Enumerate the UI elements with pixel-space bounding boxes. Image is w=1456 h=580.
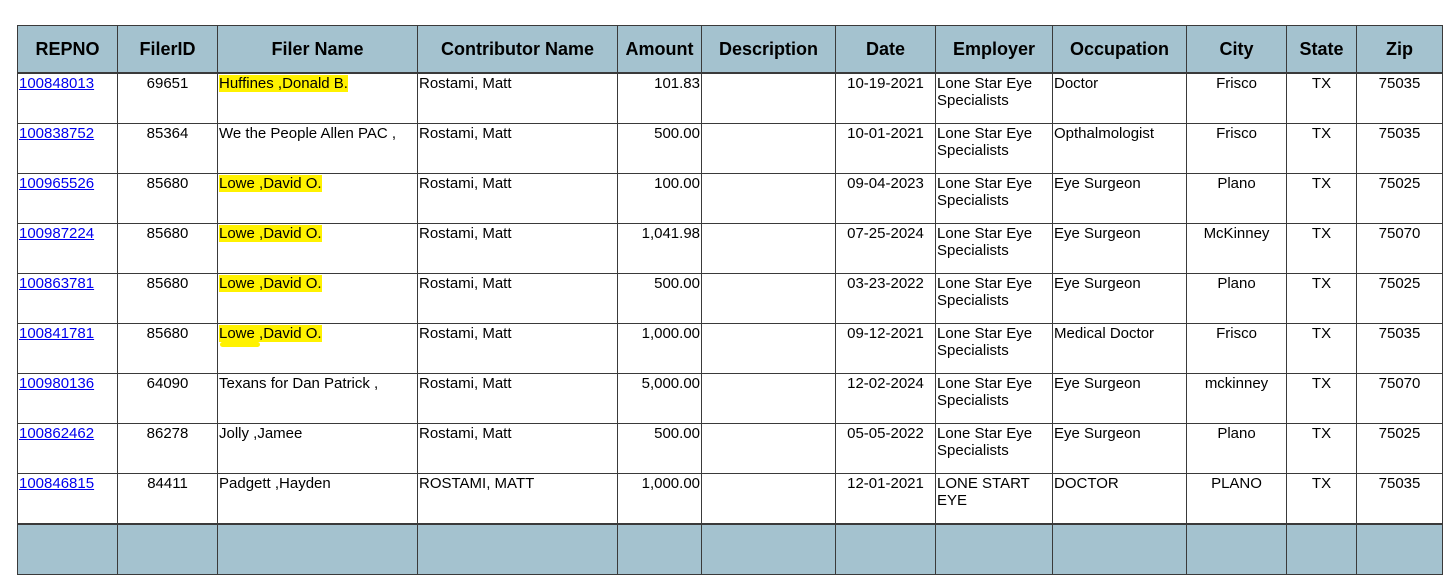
zip-cell: 75035 bbox=[1357, 474, 1443, 525]
description-cell bbox=[702, 174, 836, 224]
contributor-name-cell: Rostami, Matt bbox=[418, 124, 618, 174]
filer-name-cell bbox=[218, 324, 418, 374]
zip-cell: 75025 bbox=[1357, 424, 1443, 474]
employer-cell: Lone Star Eye Specialists bbox=[936, 274, 1053, 324]
repno-cell bbox=[18, 224, 118, 274]
column-header-description: Description bbox=[702, 26, 836, 74]
column-header-occupation: Occupation bbox=[1053, 26, 1187, 74]
city-cell: PLANO bbox=[1187, 474, 1287, 525]
employer-cell: Lone Star Eye Specialists bbox=[936, 324, 1053, 374]
repno-link[interactable]: 100848013 bbox=[19, 75, 95, 92]
footer-cell-city bbox=[1187, 524, 1287, 575]
contributions-table bbox=[17, 25, 1443, 575]
date-cell: 09-12-2021 bbox=[836, 324, 936, 374]
footer-cell-repno bbox=[18, 524, 118, 575]
amount-cell: 500.00 bbox=[618, 424, 702, 474]
zip-cell: 75070 bbox=[1357, 374, 1443, 424]
table-row bbox=[18, 424, 1443, 474]
table-row bbox=[18, 274, 1443, 324]
zip-cell: 75025 bbox=[1357, 274, 1443, 324]
state-cell: TX bbox=[1287, 274, 1357, 324]
amount-cell: 500.00 bbox=[618, 274, 702, 324]
state-cell: TX bbox=[1287, 374, 1357, 424]
filer-name-cell bbox=[218, 174, 418, 224]
table-row bbox=[18, 224, 1443, 274]
footer-cell-zip bbox=[1357, 524, 1443, 575]
amount-cell: 1,041.98 bbox=[618, 224, 702, 274]
footer-row bbox=[18, 524, 1443, 575]
filer-name-text: Huffines ,Donald B. bbox=[219, 75, 348, 92]
zip-cell: 75035 bbox=[1357, 324, 1443, 374]
column-header-contributor-name: Contributor Name bbox=[418, 26, 618, 74]
employer-cell: Lone Star Eye Specialists bbox=[936, 174, 1053, 224]
zip-cell: 75070 bbox=[1357, 224, 1443, 274]
footer-cell-occupation bbox=[1053, 524, 1187, 575]
filer-name-text: Texans for Dan Patrick , bbox=[219, 375, 379, 392]
footer-cell-date bbox=[836, 524, 936, 575]
filer-id-cell: 85680 bbox=[118, 174, 218, 224]
repno-cell bbox=[18, 474, 118, 525]
state-cell: TX bbox=[1287, 174, 1357, 224]
contributor-name-cell: Rostami, Matt bbox=[418, 224, 618, 274]
city-cell: Frisco bbox=[1187, 324, 1287, 374]
repno-link[interactable]: 100863781 bbox=[19, 275, 95, 292]
column-header-city: City bbox=[1187, 26, 1287, 74]
description-cell bbox=[702, 73, 836, 124]
state-cell: TX bbox=[1287, 474, 1357, 525]
footer-cell-description bbox=[702, 524, 836, 575]
repno-cell bbox=[18, 324, 118, 374]
filer-name-cell bbox=[218, 474, 418, 525]
filer-id-cell: 64090 bbox=[118, 374, 218, 424]
repno-cell bbox=[18, 424, 118, 474]
table-row bbox=[18, 124, 1443, 174]
employer-cell: Lone Star Eye Specialists bbox=[936, 424, 1053, 474]
occupation-cell: Eye Surgeon bbox=[1053, 174, 1187, 224]
state-cell: TX bbox=[1287, 224, 1357, 274]
date-cell: 10-01-2021 bbox=[836, 124, 936, 174]
filer-name-text: Lowe ,David O. bbox=[219, 275, 322, 292]
column-header-zip: Zip bbox=[1357, 26, 1443, 74]
employer-cell: Lone Star Eye Specialists bbox=[936, 374, 1053, 424]
footer-cell-amount bbox=[618, 524, 702, 575]
repno-link[interactable]: 100987224 bbox=[19, 225, 95, 242]
repno-link[interactable]: 100838752 bbox=[19, 125, 95, 142]
repno-cell bbox=[18, 174, 118, 224]
filer-id-cell: 85680 bbox=[118, 324, 218, 374]
repno-link[interactable]: 100862462 bbox=[19, 425, 95, 442]
occupation-cell: Medical Doctor bbox=[1053, 324, 1187, 374]
description-cell bbox=[702, 274, 836, 324]
table-body bbox=[18, 73, 1443, 524]
filer-name-cell bbox=[218, 374, 418, 424]
state-cell: TX bbox=[1287, 73, 1357, 124]
employer-cell: Lone Star Eye Specialists bbox=[936, 124, 1053, 174]
contributor-name-cell: Rostami, Matt bbox=[418, 374, 618, 424]
footer-cell-contributor-name bbox=[418, 524, 618, 575]
city-cell: Plano bbox=[1187, 424, 1287, 474]
filer-name-text: Lowe ,David O. bbox=[219, 175, 322, 192]
contributor-name-cell: Rostami, Matt bbox=[418, 424, 618, 474]
date-cell: 09-04-2023 bbox=[836, 174, 936, 224]
column-header-filerid: FilerID bbox=[118, 26, 218, 74]
filer-name-text: Lowe ,David O. bbox=[219, 225, 322, 242]
amount-cell: 5,000.00 bbox=[618, 374, 702, 424]
column-header-date: Date bbox=[836, 26, 936, 74]
state-cell: TX bbox=[1287, 324, 1357, 374]
footer-cell-employer bbox=[936, 524, 1053, 575]
table-row bbox=[18, 474, 1443, 525]
description-cell bbox=[702, 424, 836, 474]
amount-cell: 1,000.00 bbox=[618, 474, 702, 525]
filer-name-text: Jolly ,Jamee bbox=[219, 425, 303, 442]
repno-cell bbox=[18, 274, 118, 324]
occupation-cell: Opthalmologist bbox=[1053, 124, 1187, 174]
date-cell: 07-25-2024 bbox=[836, 224, 936, 274]
date-cell: 12-01-2021 bbox=[836, 474, 936, 525]
city-cell: Plano bbox=[1187, 174, 1287, 224]
table-row bbox=[18, 174, 1443, 224]
repno-link[interactable]: 100846815 bbox=[19, 475, 95, 492]
date-cell: 10-19-2021 bbox=[836, 73, 936, 124]
amount-cell: 500.00 bbox=[618, 124, 702, 174]
zip-cell: 75025 bbox=[1357, 174, 1443, 224]
filer-name-cell bbox=[218, 124, 418, 174]
description-cell bbox=[702, 224, 836, 274]
contributor-name-cell: Rostami, Matt bbox=[418, 274, 618, 324]
city-cell: Plano bbox=[1187, 274, 1287, 324]
date-cell: 05-05-2022 bbox=[836, 424, 936, 474]
amount-cell: 1,000.00 bbox=[618, 324, 702, 374]
occupation-cell: Eye Surgeon bbox=[1053, 374, 1187, 424]
employer-cell: Lone Star Eye Specialists bbox=[936, 224, 1053, 274]
employer-cell: LONE START EYE bbox=[936, 474, 1053, 525]
repno-link[interactable]: 100980136 bbox=[19, 375, 95, 392]
occupation-cell: Eye Surgeon bbox=[1053, 274, 1187, 324]
column-header-employer: Employer bbox=[936, 26, 1053, 74]
filer-name-cell bbox=[218, 224, 418, 274]
filer-id-cell: 85680 bbox=[118, 274, 218, 324]
description-cell bbox=[702, 474, 836, 525]
footer-cell-state bbox=[1287, 524, 1357, 575]
occupation-cell: DOCTOR bbox=[1053, 474, 1187, 525]
city-cell: mckinney bbox=[1187, 374, 1287, 424]
state-cell: TX bbox=[1287, 124, 1357, 174]
filer-id-cell: 86278 bbox=[118, 424, 218, 474]
filer-id-cell: 84411 bbox=[118, 474, 218, 525]
description-cell bbox=[702, 124, 836, 174]
zip-cell: 75035 bbox=[1357, 73, 1443, 124]
amount-cell: 101.83 bbox=[618, 73, 702, 124]
date-cell: 03-23-2022 bbox=[836, 274, 936, 324]
filer-name-cell bbox=[218, 73, 418, 124]
occupation-cell: Eye Surgeon bbox=[1053, 224, 1187, 274]
contributor-name-cell: Rostami, Matt bbox=[418, 324, 618, 374]
filer-name-text: Lowe ,David O. bbox=[219, 325, 322, 342]
column-header-repno: REPNO bbox=[18, 26, 118, 74]
description-cell bbox=[702, 324, 836, 374]
date-cell: 12-02-2024 bbox=[836, 374, 936, 424]
contributor-name-cell: ROSTAMI, MATT bbox=[418, 474, 618, 525]
occupation-cell: Doctor bbox=[1053, 73, 1187, 124]
filer-name-cell bbox=[218, 424, 418, 474]
table-row bbox=[18, 324, 1443, 374]
footer-cell-filer-name bbox=[218, 524, 418, 575]
column-header-state: State bbox=[1287, 26, 1357, 74]
table-row bbox=[18, 73, 1443, 124]
repno-cell bbox=[18, 124, 118, 174]
filer-id-cell: 85680 bbox=[118, 224, 218, 274]
highlighter-mark bbox=[220, 342, 260, 347]
column-header-amount: Amount bbox=[618, 26, 702, 74]
filer-name-cell bbox=[218, 274, 418, 324]
contributor-name-cell: Rostami, Matt bbox=[418, 174, 618, 224]
city-cell: Frisco bbox=[1187, 124, 1287, 174]
filer-id-cell: 69651 bbox=[118, 73, 218, 124]
filer-name-text: We the People Allen PAC , bbox=[219, 125, 397, 142]
city-cell: Frisco bbox=[1187, 73, 1287, 124]
contributor-name-cell: Rostami, Matt bbox=[418, 73, 618, 124]
repno-link[interactable]: 100841781 bbox=[19, 325, 95, 342]
filer-name-text: Padgett ,Hayden bbox=[219, 475, 331, 492]
zip-cell: 75035 bbox=[1357, 124, 1443, 174]
filer-id-cell: 85364 bbox=[118, 124, 218, 174]
header-row bbox=[18, 26, 1443, 74]
contributions-table-wrapper bbox=[17, 25, 1443, 575]
repno-link[interactable]: 100965526 bbox=[19, 175, 95, 192]
repno-cell bbox=[18, 73, 118, 124]
repno-cell bbox=[18, 374, 118, 424]
column-header-filer-name: Filer Name bbox=[218, 26, 418, 74]
description-cell bbox=[702, 374, 836, 424]
city-cell: McKinney bbox=[1187, 224, 1287, 274]
employer-cell: Lone Star Eye Specialists bbox=[936, 73, 1053, 124]
amount-cell: 100.00 bbox=[618, 174, 702, 224]
footer-cell-filerid bbox=[118, 524, 218, 575]
occupation-cell: Eye Surgeon bbox=[1053, 424, 1187, 474]
state-cell: TX bbox=[1287, 424, 1357, 474]
table-row bbox=[18, 374, 1443, 424]
